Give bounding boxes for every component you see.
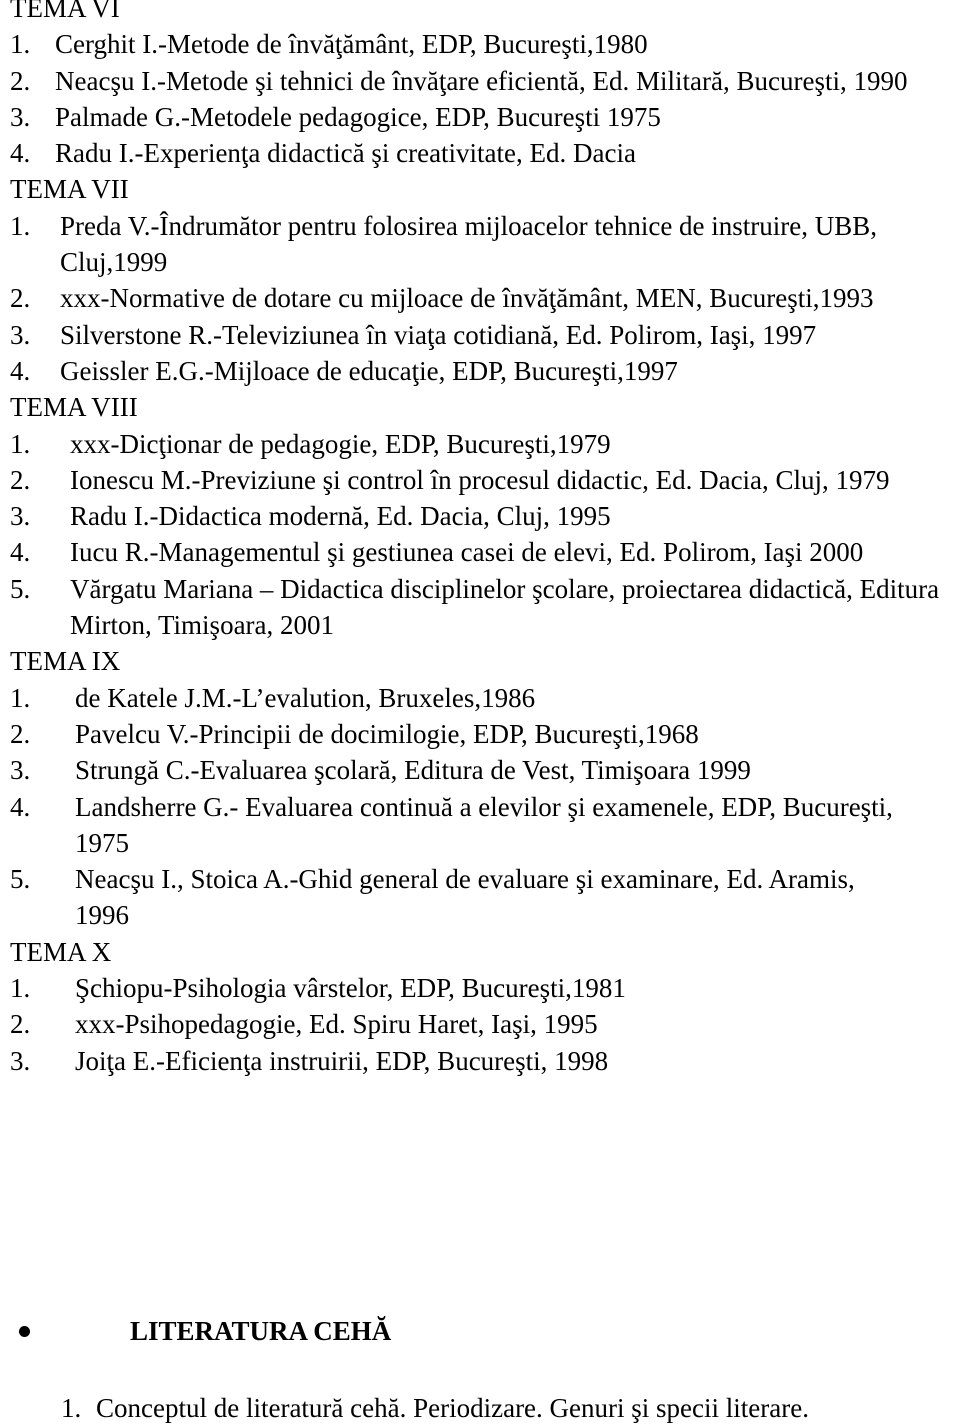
item-number: 1. bbox=[10, 29, 31, 60]
literatura-ceha-section bbox=[0, 1313, 960, 1423]
section-heading: TEMA IX bbox=[10, 646, 121, 677]
item-number: 4. bbox=[10, 791, 31, 822]
item-text: Iucu R.-Managementul şi gestiunea casei de elevi, Ed. Polirom, Iaşi 2000 bbox=[70, 537, 864, 568]
list-item bbox=[0, 1390, 809, 1426]
item-number: 1. bbox=[10, 973, 31, 1004]
item-text: Palmade G.-Metodele pedagogice, EDP, Bucureşti 1975 bbox=[55, 101, 661, 132]
item-text: Ionescu M.-Previziune şi control în procesul didactic, Ed. Dacia, Cluj, 1979 bbox=[70, 464, 890, 495]
item-text: Cerghit I.-Metode de învăţământ, EDP, Bucureşti,1980 bbox=[55, 29, 648, 60]
item-text: Vărgatu Mariana – Didactica disciplinelor şcolare, proiectarea didactică, Editura Mirton, Timişoara, 2001 bbox=[70, 573, 940, 641]
item-number: 1. bbox=[10, 210, 31, 241]
item-number: 5. bbox=[10, 573, 31, 604]
section-tema-ix bbox=[0, 643, 960, 933]
item-text: Radu I.-Experienţa didactică şi creativitate, Ed. Dacia bbox=[55, 138, 636, 169]
item-text: xxx-Dicţionar de pedagogie, EDP, Bucureşti,1979 bbox=[70, 428, 611, 459]
list-item bbox=[0, 280, 960, 316]
item-number: 1. bbox=[10, 428, 31, 459]
item-text: Joiţa E.-Eficienţa instruirii, EDP, Bucureşti, 1998 bbox=[75, 1045, 609, 1076]
section-heading: TEMA VI bbox=[10, 0, 120, 23]
list-item bbox=[0, 716, 960, 752]
section-tema-vi bbox=[0, 0, 960, 171]
list-item bbox=[0, 26, 960, 62]
item-text: Geissler E.G.-Mijloace de educaţie, EDP, Bucureşti,1997 bbox=[60, 355, 678, 386]
list-item bbox=[0, 135, 960, 171]
item-number: 2. bbox=[10, 65, 31, 96]
item-text: Pavelcu V.-Principii de docimilogie, EDP, Bucureşti,1968 bbox=[75, 718, 699, 749]
item-text: Conceptul de literatură cehă. Periodizare. Genuri şi specii literare. bbox=[96, 1393, 809, 1423]
literatura-heading: LITERATURA CEHĂ bbox=[130, 1316, 392, 1346]
item-number: 3. bbox=[10, 501, 31, 532]
item-number: 1. bbox=[61, 1393, 82, 1423]
item-text: Neacşu I.-Metode şi tehnici de învăţare eficientă, Ed. Militară, Bucureşti, 1990 bbox=[55, 65, 908, 96]
item-text: xxx-Psihopedagogie, Ed. Spiru Haret, Iaşi, 1995 bbox=[75, 1009, 598, 1040]
item-number: 2. bbox=[10, 1009, 31, 1040]
item-text: Preda V.-Îndrumător pentru folosirea mijloacelor tehnice de instruire, UBB, Cluj,1999 bbox=[60, 210, 878, 278]
item-number: 4. bbox=[10, 537, 31, 568]
list-item bbox=[0, 498, 960, 534]
section-heading: TEMA VII bbox=[10, 174, 129, 205]
item-text: Silverstone R.-Televiziunea în viaţa cotidiană, Ed. Polirom, Iaşi, 1997 bbox=[60, 319, 817, 350]
item-number: 1. bbox=[10, 682, 31, 713]
item-text: de Katele J.M.-L’evalution, Bruxeles,1986 bbox=[75, 682, 536, 713]
item-text: Strungă C.-Evaluarea şcolară, Editura de Vest, Timişoara 1999 bbox=[75, 755, 751, 786]
item-number: 3. bbox=[10, 319, 31, 350]
item-number: 2. bbox=[10, 718, 31, 749]
literatura-heading-row bbox=[0, 1313, 960, 1349]
list-item bbox=[0, 317, 960, 353]
list-item bbox=[0, 1006, 960, 1042]
list-item bbox=[0, 534, 960, 570]
list-item bbox=[0, 752, 960, 788]
list-item bbox=[0, 63, 960, 99]
list-item bbox=[0, 789, 960, 862]
item-number: 2. bbox=[10, 283, 31, 314]
list-item bbox=[0, 353, 960, 389]
section-tema-vii bbox=[0, 171, 960, 389]
list-item bbox=[0, 1043, 960, 1079]
item-text: Radu I.-Didactica modernă, Ed. Dacia, Cluj, 1995 bbox=[70, 501, 611, 532]
item-number: 4. bbox=[10, 138, 31, 169]
item-number: 3. bbox=[10, 755, 31, 786]
item-number: 5. bbox=[10, 864, 31, 895]
item-number: 3. bbox=[10, 101, 31, 132]
item-number: 4. bbox=[10, 355, 31, 386]
item-number: 3. bbox=[10, 1045, 31, 1076]
list-item bbox=[0, 208, 960, 281]
item-text: Landsherre G.- Evaluarea continuă a elevilor şi examenele, EDP, Bucureşti, 1975 bbox=[75, 791, 893, 858]
section-heading: TEMA VIII bbox=[10, 392, 138, 423]
section-tema-viii bbox=[0, 389, 960, 643]
item-text: Şchiopu-Psihologia vârstelor, EDP, Bucureşti,1981 bbox=[75, 973, 626, 1004]
list-item bbox=[0, 462, 960, 498]
bullet-icon bbox=[19, 1326, 30, 1337]
item-number: 2. bbox=[10, 464, 31, 495]
item-text: xxx-Normative de dotare cu mijloace de învăţământ, MEN, Bucureşti,1993 bbox=[60, 283, 874, 314]
list-item bbox=[0, 970, 960, 1006]
list-item bbox=[0, 861, 960, 934]
section-tema-x bbox=[0, 934, 960, 1079]
item-text: Neacşu I., Stoica A.-Ghid general de evaluare şi examinare, Ed. Aramis, 1996 bbox=[75, 864, 855, 931]
list-item bbox=[0, 680, 960, 716]
section-heading: TEMA X bbox=[10, 936, 112, 967]
list-item bbox=[0, 571, 960, 644]
list-item bbox=[0, 426, 960, 462]
list-item bbox=[0, 99, 960, 135]
